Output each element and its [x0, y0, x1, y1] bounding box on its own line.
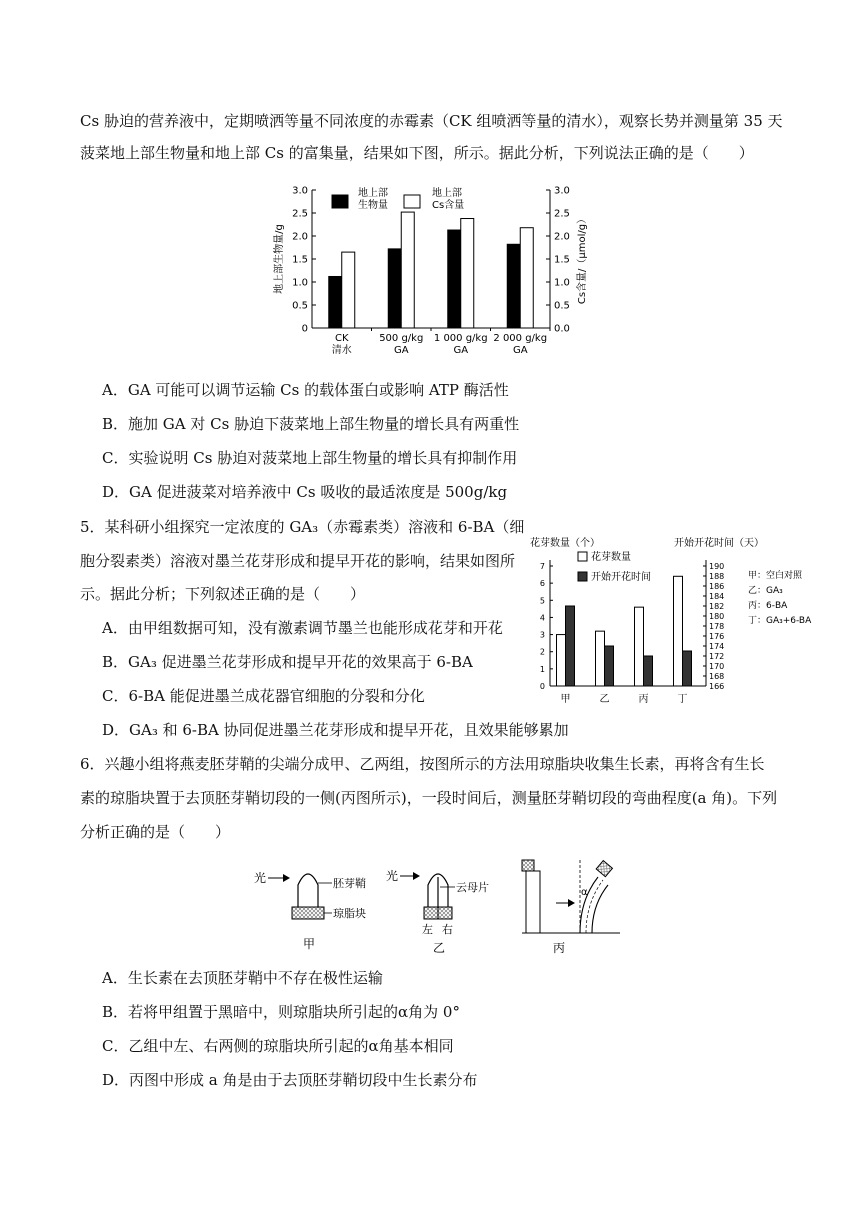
y2-tick-label: 1.0: [554, 277, 570, 289]
y-axis-title: 地上部生物量/g: [274, 224, 285, 294]
y-tick-label: 3.0: [292, 185, 308, 197]
q6-line-2: 素的琼脂块置于去顶胚芽鞘切段的一侧(丙图所示)，一段时间后，测量胚芽鞘切段的弯曲程度(a 角)。下列: [80, 789, 778, 807]
q5-line-1: 5．某科研小组探究一定浓度的 GA₃（赤霉素类）溶液和 6-BA（细: [80, 518, 525, 536]
x-tick-label: 2 000 g/kg GA: [493, 333, 548, 356]
bar: [566, 606, 575, 686]
y2-tick-label: 190: [709, 562, 725, 571]
x-tick-label: 500 g/kg GA: [379, 333, 424, 356]
q4-option-c: C．实验说明 Cs 胁迫对菠菜地上部生物量的增长具有抑制作用: [102, 449, 518, 467]
alpha-label: α: [581, 887, 588, 898]
bar: [342, 252, 355, 328]
q4-option-d: D．GA 促进菠菜对培养液中 Cs 吸收的最适浓度是 500g/kg: [102, 483, 508, 501]
group-jia-diagram: [254, 870, 366, 951]
diagram-label-yi: 乙: [433, 941, 446, 955]
y-tick-label: 0: [301, 323, 308, 335]
bar: [388, 249, 401, 328]
coleoptile-label: 胚芽鞘: [333, 877, 366, 890]
x-tick-label: 甲: [560, 694, 571, 705]
agar-label: 琼脂块: [333, 907, 366, 920]
y-tick-label: 0.5: [292, 300, 308, 312]
bar: [605, 646, 614, 686]
y2-tick-label: 0.5: [554, 300, 570, 312]
group-note: 甲：空白对照: [748, 571, 803, 581]
y-tick-label: 0: [539, 682, 545, 691]
light-label-yi: 光: [386, 869, 399, 883]
y-tick-label: 7: [539, 562, 545, 571]
y2-axis-title: Cs含量/（μmol/g）: [577, 213, 588, 305]
y-tick-label: 1.5: [292, 254, 308, 266]
y2-tick-label: 178: [709, 622, 725, 631]
q6-option-b: B．若将甲组置于黑暗中，则琼脂块所引起的α角为 0°: [102, 1003, 460, 1021]
y2-tick-label: 3.0: [554, 185, 570, 197]
y2-tick-label: 182: [709, 602, 725, 611]
bar: [635, 607, 644, 686]
q6-option-a: A．生长素在去顶胚芽鞘中不存在极性运输: [102, 969, 383, 987]
y2-tick-label: 188: [709, 572, 725, 581]
bar: [674, 576, 683, 686]
q5-option-b: B．GA₃ 促进墨兰花芽形成和提早开花的效果高于 6-BA: [102, 653, 473, 671]
legend-swatch: [404, 195, 420, 208]
y-tick-label: 6: [539, 579, 545, 589]
bar: [461, 219, 474, 328]
chart-flower-bud: [528, 532, 828, 710]
q5-line-2: 胞分裂素类）溶液对墨兰花芽形成和提早开花的影响，结果如图所: [80, 552, 516, 570]
left-label: 左: [422, 923, 433, 936]
y2-tick-label: 2.5: [554, 208, 570, 220]
y-tick-label: 1: [539, 664, 545, 674]
bar: [596, 631, 605, 686]
legend-label: 花芽数量: [591, 552, 631, 563]
y2-tick-label: 180: [709, 612, 725, 621]
bar: [683, 651, 692, 686]
q4-option-a: A．GA 可能可以调节运输 Cs 的载体蛋白或影响 ATP 酶活性: [102, 381, 509, 399]
group-note: 丙：6-BA: [748, 601, 788, 611]
y2-tick-label: 172: [709, 652, 725, 661]
diagram-label-bing: 丙: [553, 941, 566, 955]
y-tick-label: 5: [539, 596, 545, 606]
group-bing-diagram: [522, 860, 620, 955]
bar: [401, 212, 414, 328]
q6-line-3: 分析正确的是（ ）: [80, 823, 231, 841]
y2-tick-label: 176: [709, 632, 725, 641]
q6-line-1: 6．兴趣小组将燕麦胚芽鞘的尖端分成甲、乙两组，按图所示的方法用琼脂块收集生长素，再将含有生长: [80, 755, 765, 773]
coleoptile-diagram: [250, 855, 630, 955]
x-tick-label: 1 000 g/kg GA: [433, 333, 488, 356]
y-tick-label: 1.0: [292, 277, 308, 289]
q4-line-1: Cs 胁迫的营养液中，定期喷洒等量不同浓度的赤霉素（CK 组喷洒等量的清水），观察长势并测量第 35 天: [80, 112, 783, 130]
x-tick-label: CK 清水: [331, 333, 352, 356]
legend-label: 开始开花时间: [591, 572, 651, 583]
bar: [520, 228, 533, 328]
bar: [507, 244, 520, 328]
y-tick-label: 3: [539, 630, 545, 640]
legend-swatch: [578, 572, 587, 581]
light-label-jia: 光: [254, 871, 267, 885]
y2-axis-title: 开始开花时间（天）: [674, 538, 764, 549]
mica-label: 云母片: [456, 881, 489, 894]
bar: [329, 276, 342, 328]
y2-tick-label: 168: [709, 672, 725, 681]
q6-option-c: C．乙组中左、右两侧的琼脂块所引起的α角基本相同: [102, 1037, 454, 1055]
x-tick-label: 乙: [599, 694, 610, 705]
q4-line-2: 菠菜地上部生物量和地上部 Cs 的富集量，结果如下图，所示。据此分析，下列说法正确的是（ ）: [80, 144, 754, 162]
q5-option-c: C．6-BA 能促进墨兰成花器官细胞的分裂和分化: [102, 687, 425, 705]
y2-tick-label: 2.0: [554, 231, 570, 243]
q4-option-b: B．施加 GA 对 Cs 胁迫下菠菜地上部生物量的增长具有两重性: [102, 415, 520, 433]
x-tick-label: 丙: [638, 694, 649, 705]
y-tick-label: 2.0: [292, 231, 308, 243]
legend-label: 地上部生物量: [358, 188, 388, 211]
y2-tick-label: 174: [709, 642, 725, 651]
y2-tick-label: 1.5: [554, 254, 570, 266]
y2-tick-label: 184: [709, 592, 725, 601]
y-tick-label: 4: [539, 613, 545, 623]
y2-tick-label: 0.0: [554, 323, 570, 335]
diagram-label-jia: 甲: [303, 937, 316, 951]
x-tick-label: 丁: [677, 694, 688, 705]
y-tick-label: 2.5: [292, 208, 308, 220]
q5-option-d: D．GA₃ 和 6-BA 协同促进墨兰花芽形成和提早开花，且效果能够累加: [102, 721, 569, 739]
group-note: 乙：GA₃: [748, 586, 783, 596]
group-yi-diagram: [386, 868, 489, 955]
q5-option-a: A．由甲组数据可知，没有激素调节墨兰也能形成花芽和开花: [102, 619, 503, 637]
group-note: 丁：GA₃+6-BA: [748, 616, 812, 626]
legend-swatch: [578, 552, 587, 561]
q5-line-3: 示。据此分析；下列叙述正确的是（ ）: [80, 585, 366, 603]
chart-cs-biomass: [260, 180, 600, 365]
y-axis-title: 花芽数量（个）: [530, 538, 600, 549]
bar: [448, 230, 461, 328]
legend-label: 地上部 Cs含量: [432, 188, 465, 211]
y-tick-label: 2: [539, 647, 545, 657]
bar: [557, 635, 566, 686]
q6-option-d: D．丙图中形成 a 角是由于去顶胚芽鞘切段中生长素分布: [102, 1071, 478, 1089]
legend-swatch: [332, 195, 348, 208]
y2-tick-label: 170: [709, 662, 725, 671]
right-label: 右: [442, 923, 453, 936]
y2-tick-label: 186: [709, 582, 725, 591]
bar: [644, 656, 653, 686]
y2-tick-label: 166: [709, 682, 725, 691]
